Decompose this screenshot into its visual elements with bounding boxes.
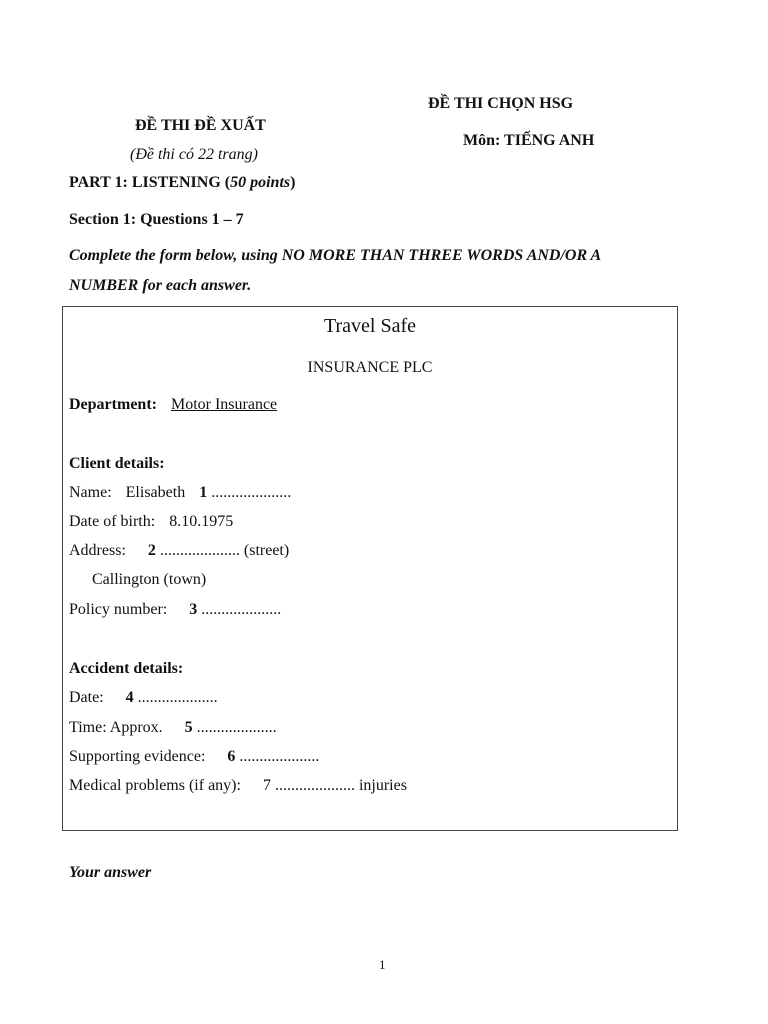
form-subtitle: INSURANCE PLC bbox=[307, 359, 433, 376]
date-row bbox=[69, 689, 218, 707]
q6-blank[interactable]: .................... bbox=[239, 748, 320, 765]
q7-blank[interactable]: .................... bbox=[274, 777, 355, 794]
q7-number: 7 bbox=[262, 777, 271, 794]
name-row bbox=[69, 484, 291, 502]
dob-row bbox=[69, 513, 233, 531]
part-label: PART 1: LISTENING ( bbox=[69, 174, 231, 191]
policy-label: Policy number: bbox=[69, 601, 168, 618]
address-suffix: (street) bbox=[243, 542, 290, 559]
q5-number: 5 bbox=[184, 719, 193, 736]
form-title: Travel Safe bbox=[323, 315, 417, 337]
time-row bbox=[69, 719, 277, 737]
date-label: Date: bbox=[69, 689, 104, 706]
name-value: Elisabeth bbox=[125, 484, 186, 501]
medical-row bbox=[69, 777, 407, 795]
q3-number: 3 bbox=[189, 601, 198, 618]
part-close: ) bbox=[290, 174, 296, 191]
header-left-subtitle: (Đề thi có 22 trang) bbox=[130, 146, 258, 163]
accident-heading: Accident details: bbox=[69, 660, 184, 677]
medical-suffix: injuries bbox=[358, 777, 407, 794]
q4-blank[interactable]: .................... bbox=[137, 689, 218, 706]
name-label: Name: bbox=[69, 484, 112, 501]
department-label: Department: bbox=[69, 396, 157, 413]
instruction-line-2 bbox=[69, 277, 251, 295]
instruction-lead: Complete the form below, using bbox=[69, 247, 282, 264]
town-row: Callington (town) bbox=[92, 571, 207, 588]
instruction-emphasis-2: NUMBER bbox=[69, 277, 139, 294]
client-heading: Client details: bbox=[69, 455, 165, 472]
address-row bbox=[69, 542, 289, 560]
instruction-emphasis: NO MORE THAN THREE WORDS AND/OR A bbox=[281, 247, 602, 264]
header-right-title: ĐỀ THI CHỌN HSG bbox=[428, 95, 574, 112]
part-heading bbox=[69, 174, 295, 192]
q3-blank[interactable]: .................... bbox=[201, 601, 282, 618]
q6-number: 6 bbox=[227, 748, 236, 765]
your-answer-label: Your answer bbox=[69, 864, 152, 881]
medical-label: Medical problems (if any): bbox=[69, 777, 241, 794]
part-points: 50 points bbox=[230, 174, 291, 191]
instruction-tail: for each answer. bbox=[138, 277, 252, 294]
dob-value: 8.10.1975 bbox=[169, 513, 234, 530]
header-right-subtitle: Môn: TIẾNG ANH bbox=[463, 132, 595, 149]
evidence-row bbox=[69, 748, 319, 766]
time-label: Time: Approx. bbox=[69, 719, 163, 736]
policy-row bbox=[69, 601, 281, 619]
dob-label: Date of birth: bbox=[69, 513, 156, 530]
department-row bbox=[69, 396, 277, 414]
page-number: 1 bbox=[379, 957, 386, 972]
q1-number: 1 bbox=[199, 484, 208, 501]
address-label: Address: bbox=[69, 542, 126, 559]
section-heading: Section 1: Questions 1 – 7 bbox=[69, 211, 244, 228]
q2-number: 2 bbox=[147, 542, 156, 559]
evidence-label: Supporting evidence: bbox=[69, 748, 206, 765]
q5-blank[interactable]: .................... bbox=[196, 719, 277, 736]
header-left-title: ĐỀ THI ĐỀ XUẤT bbox=[135, 117, 266, 134]
instruction-line-1 bbox=[69, 247, 601, 265]
q1-blank[interactable]: .................... bbox=[211, 484, 292, 501]
q4-number: 4 bbox=[125, 689, 134, 706]
department-value: Motor Insurance bbox=[170, 396, 278, 413]
q2-blank[interactable]: .................... bbox=[159, 542, 240, 559]
